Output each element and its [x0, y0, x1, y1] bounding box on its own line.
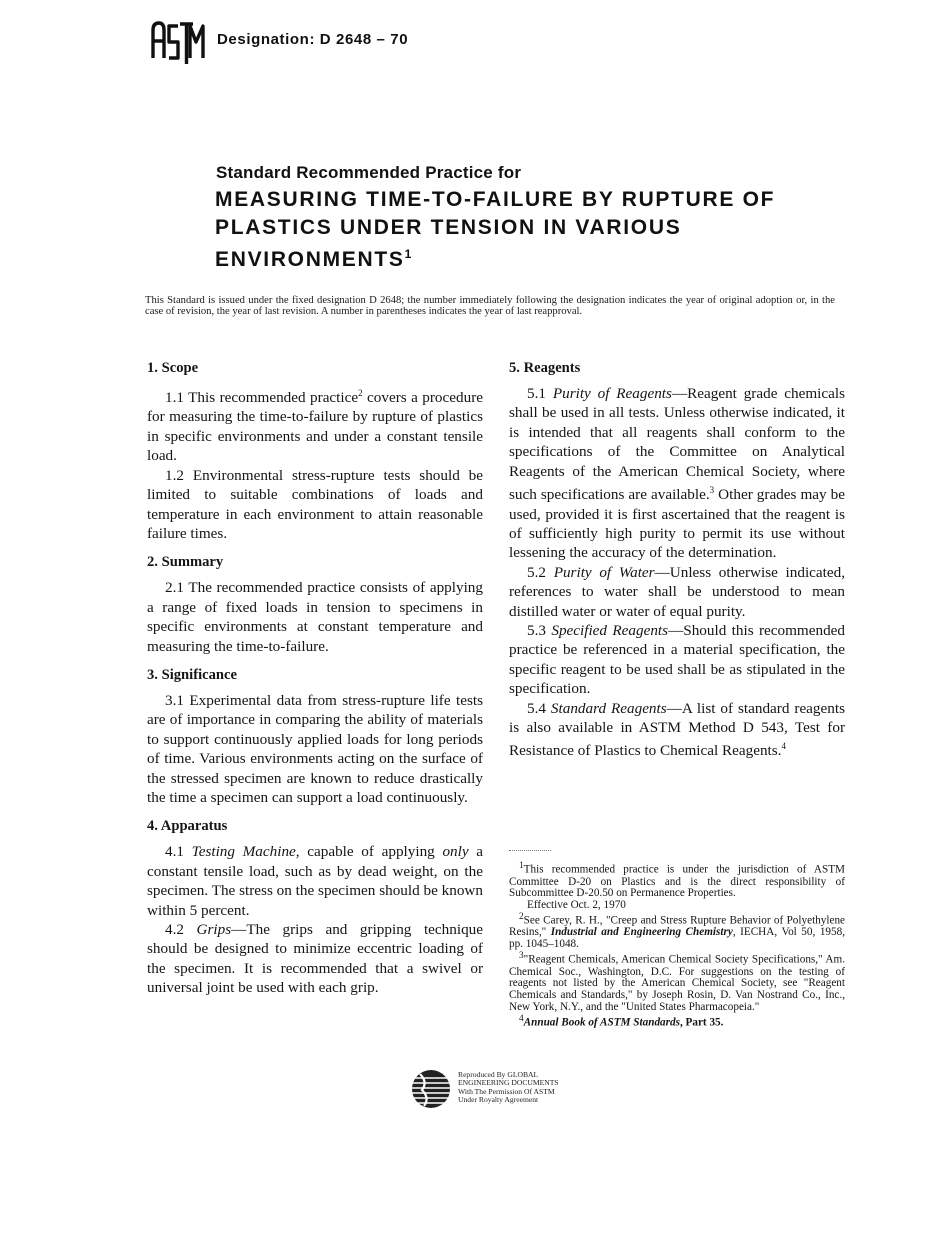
document-title: [215, 186, 855, 274]
paragraph-4-1: 4.1 Testing Machine, capable of applying only a constant tensile load, such as by dead weight, on the specimen. The stress on the specimen should be known within 5 percent.: [147, 843, 484, 919]
stamp-line: Reproduced By GLOBAL: [458, 1070, 539, 1079]
section-scope: [147, 359, 483, 543]
paragraph-2-1: 2.1 The recommended practice consists of applying a range of fixed loads in tension to specimens in specific environments at constant temperature and measuring the time-to-failure.: [147, 579, 483, 655]
section-heading: 3. Significance: [147, 666, 237, 683]
document-title-text: MEASURING TIME-TO-FAILURE BY RUPTURE OF PLASTICS UNDER TENSION IN VARIOUS ENVIRONMENTS: [215, 188, 776, 271]
section-apparatus: [147, 817, 483, 997]
globe-icon: [410, 1068, 452, 1110]
stamp-line: Under Royalty Agreement: [458, 1095, 539, 1105]
footnotes: [509, 850, 845, 1029]
stamp-line: With The Permission Of ASTM: [458, 1086, 555, 1096]
section-heading: 5. Reagents: [509, 360, 581, 376]
footnote-ref[interactable]: 4: [781, 741, 786, 752]
astm-logo: [150, 18, 206, 66]
section-heading: 4. Apparatus: [147, 818, 228, 835]
effective-date: Effective Oct. 2, 1970: [527, 899, 626, 912]
left-column: [147, 359, 483, 1008]
section-summary: [147, 553, 483, 656]
section-heading: 1. Scope: [147, 360, 199, 376]
subtitle: Standard Recommended Practice for: [216, 163, 522, 182]
paragraph-5-2: 5.2 Purity of Water—Unless otherwise indicated, references to water shall be understood to mean distilled water or water of equal purity.: [509, 563, 846, 620]
section-heading: 2. Summary: [147, 554, 224, 571]
footnote-1: $^1$This recommended practice is under the jurisdiction of ASTM Committee D-20 on Plastics and is the direct responsibility of Subcommittee D-20.50 on Permanence Properties.: [509, 861, 845, 900]
paragraph-3-1: 3.1 Experimental data from stress-rupture life tests are of importance in comparing the ability of materials to support continuously applied loads for long periods of time. Various environments acting on the surface of the stressed specimen are known to reduce drastically the time a specimen can support a load continuously.: [147, 691, 483, 806]
paragraph-1-1: 1.1 This recommended practice$^2$ covers a procedure for measuring the time-to-failure by rupture of plastics in specific environments and under a constant tensile load.: [147, 388, 483, 465]
footnote-3: $^3$"Reagent Chemicals, American Chemical Society Specifications," Am. Chemical Soc., Washington, D.C. For suggestions on the testing of reagents not listed by the American Chemical Society, see "Reagent Chemicals and Standards," by Joseph Rosin, D. Van Nostrand Co., Inc., New York, N.Y., and the "United States Pharmacopeia.": [509, 951, 845, 1013]
footnote-ref[interactable]: 2: [358, 388, 363, 398]
footnote-2: $^2$See Carey, R. H., "Creep and Stress Rupture Behavior of Polyethylene Resins," Industrial and Engineering Chemistry, IECHA, Vol 50, 1958, pp. 1045–1048.: [509, 911, 845, 951]
title-footnote-marker[interactable]: 1: [404, 247, 412, 261]
section-significance: [147, 666, 483, 807]
footnote-4: $^4$Annual Book of ASTM Standards, Part 35.: [519, 1013, 724, 1029]
svg-text:ASTM: ASTM: [150, 18, 153, 19]
paragraph-4-2: 4.2 Grips—The grips and gripping technique should be designed to minimize eccentric loading of the specimen. It is recommended that a swivel or universal joint be used with each grip.: [147, 921, 483, 997]
paragraph-5-3: 5.3 Specified Reagents—Should this recommended practice be referenced in a material specification, the specific reagent to be used shall be as stipulated in the specification.: [509, 621, 845, 698]
footnote-ref[interactable]: 3: [709, 485, 715, 496]
paragraph-1-2: 1.2 Environmental stress-rupture tests should be limited to suitable combinations of loads and temperature in each environment to attain reasonable failure times.: [147, 466, 483, 542]
reproduction-stamp: [458, 1071, 559, 1105]
designation: Designation: D 2648 – 70: [217, 31, 409, 48]
footnote-divider: [509, 850, 551, 851]
paragraph-5-4: 5.4 Standard Reagents—A list of standard reagents is also available in ASTM Method D 543, Test for Resistance of Plastics to Chemical Reagents.$^4$: [509, 699, 845, 760]
right-column: [509, 359, 845, 771]
stamp-line: ENGINEERING DOCUMENTS: [458, 1078, 559, 1088]
paragraph-5-1: 5.1 Purity of Reagents—Reagent grade chemicals shall be used in all tests. Unless otherwise indicated, it is intended that all reagents shall conform to the specifications of the Committee on Analytical Reagents of the American Chemical Society, where such specifications are available.$^3$ Other grades may be used, provided it is first ascertained that the reagent is of sufficiently high purity to permit its use without lessening the accuracy of the determination.: [509, 385, 845, 562]
section-reagents: [509, 359, 845, 761]
preamble: This Standard is issued under the fixed designation D 2648; the number immediately following the designation indicates the year of original adoption or, in the case of revision, the year of last revision. A number in parentheses indicates the year of last reapproval.: [145, 295, 835, 318]
